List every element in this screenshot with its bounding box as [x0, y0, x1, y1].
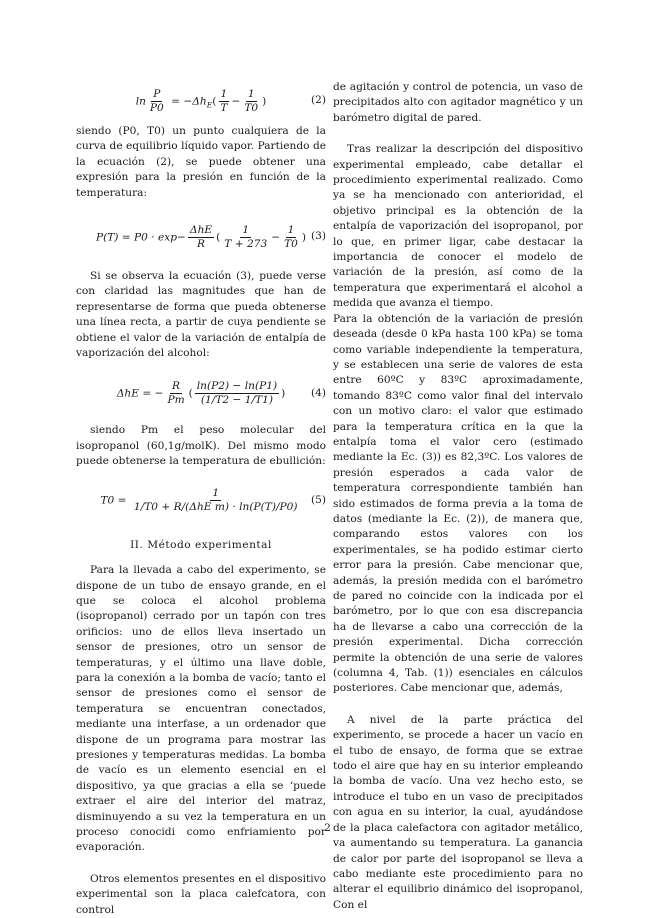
paragraph: Si se observa la ecuación (3), puede verse con claridad las magnitudes que han de representarse de forma que pueda obtenerse una línea recta, a partir de cuya pendiente se obtiene el valor de la variación de entalpía de vaporización del alcohol:: [76, 270, 326, 360]
paragraph: de agitación y control de potencia, un vaso de precipitados alto con agitador magnético y un barómetro digital de pared.: [333, 81, 583, 124]
paragraph: Tras realizar la descripción del dispositivo experimental empleado, cabe detallar el procedimiento experimental realizado. Como ya se ha mencionado con anterioridad, el objetivo principal es la obtención de la entalpía de vaporización del isopropanol, por lo que, en primer ligar, cabe destacar la importancia de conocer el modelo de variación de la presión, así como de la temperatura que experimentará el alcohol a medida que avanza el tiempo.: [333, 143, 583, 310]
section-heading: II. Método experimental: [130, 538, 272, 551]
equation-3: P(T) = P0 · exp− $\frac{\text{ΔhE}}{R}$ ( $\frac{1}{T + 273}$ − $\frac{1}{T0}$ ) (3): [95, 223, 326, 250]
paragraph: siendo (P0, T0) un punto cualquiera de la curva de equilibrio líquido vapor. Partiendo de la ecuación (2), se puede obtener una expresión para la presión en función de la temperatura:: [76, 125, 326, 199]
paragraph: Para la llevada a cabo del experimento, se dispone de un tubo de ensayo grande, en el que se coloca el alcohol problema (isopropanol) cerrado por un tapón con tres orificios: uno de ellos lleva insertado un sensor de presiones, otro un sensor de temperaturas, y el último una llave doble, para la conexión a la bomba de vacío; tanto el sensor de presiones como el sensor de temperatura se encuentran conectados, mediante una interfase, a un ordenador que dispone de un programa para mostrar las presiones y temperaturas medidas. La bomba de vacío es un elemento esencial en el dispositivo, ya que gracias a ella se ‘puede extraer el aire del interior del matraz, disminuyendo a su vez la temperatura en un proceso conocidi como enfriamiento por evaporación.: [76, 564, 326, 854]
paragraph: Para la obtención de la variación de presión deseada (desde 0 kPa hasta 100 kPa) se toma como variable independiente la temperatura, y se establecen una serie de valores de esta entre 60ºC y 83ºC aproximadamente, tomando 83ºC como valor final del intervalo con un motivo claro: el valor que estimado para la temperatura crítica en la que la entalpía toma el valor cero (estimado mediante la Ec. (3)) es 82,3ºC. Los valores de presión esperados a cada valor de temperatura correspondiente también han sido estimados de forma previa a la toma de datos (mediante la Ec. (2)), de manera que, comparando estos valores con los experimentales, se ha podido estimar cierto error para la presión. Cabe mencionar que, además, la presión medida con el barómetro de pared no coincide con la indicada por el barómetro, por lo que con esa discrepancia ha de llevarse a cabo una corrección de la presión experimental. Dicha corrección permite la obtención de una serie de valores (columna 4, Tab. (1)) esenciales en cálculos posteriores. Cabe mencionar que, además,: [333, 312, 583, 695]
left-column: [76, 84, 326, 918]
paragraph: siendo Pm el peso molecular del isopropanol (60,1g/molK). Del mismo modo puede obtenerse la temperatura de ebullición:: [76, 424, 326, 468]
paragraph: Otros elementos presentes en el dispositivo experimental son la placa calefcatora, con control: [76, 872, 326, 916]
paragraph: A nivel de la parte práctica del experimento, se procede a hacer un vacío en el tubo de ensayo, de forma que se extrae todo el aire que hay en su interior empleando la bomba de vacío. Una vez hecho esto, se introduce el tubo en un vaso de precipitados con agua en su interior, la cual, ayudándose de la placa calefactora con agitador metálico, va aumentando su temperatura. La ganancia de calor por parte del isopropanol se lleva a cabo mediante este procedimiento para no alterar el equilibrio dinámico del isopropanol, Con el: [333, 713, 583, 911]
equation-4: ΔhE = − $\frac{R}{Pm}$ ( $\frac{\ln(P2) - \ln(P1)}{(1/T2 - 1/T1)}$ ) (4): [116, 379, 326, 406]
equation-5: T0 = $\frac{1}{\text{1/T0 + R/(ΔhE m) · ln(P(T)/P0)}}$ (5): [100, 487, 326, 514]
right-column: [333, 80, 583, 913]
page-number: 2: [324, 822, 331, 834]
equation-2: ln $\frac{P}{P0}$ = $-\Delta h_E$( $\frac{1}{T}$ − $\frac{1}{T0}$ ) (2): [135, 87, 326, 114]
